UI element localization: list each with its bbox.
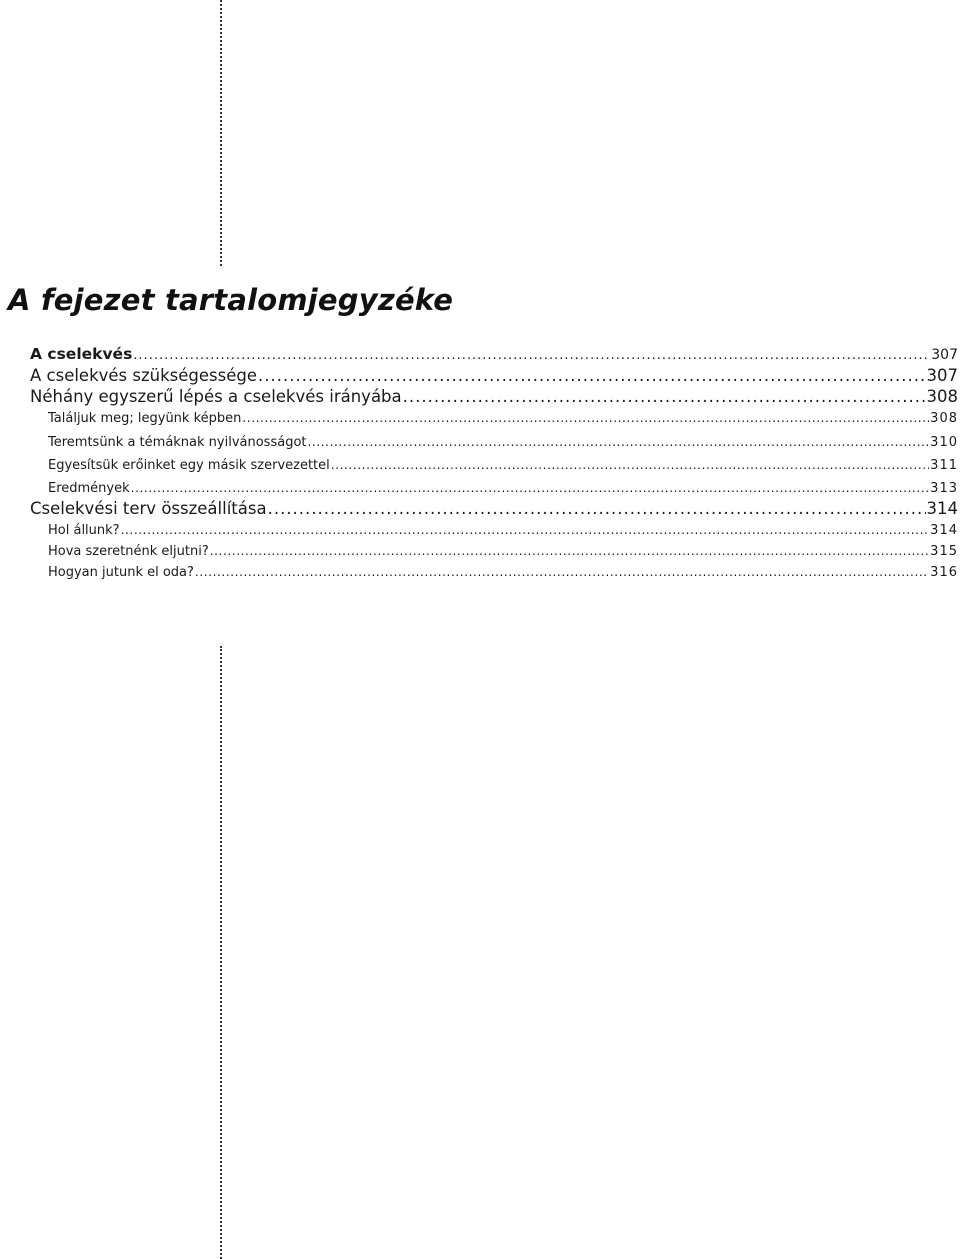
toc-entry-label: Hova szeretnénk eljutni? <box>48 543 209 559</box>
toc-entry-section[interactable] <box>30 344 958 365</box>
toc-entry-item[interactable] <box>30 562 958 583</box>
toc-page-number: 315 <box>930 543 958 559</box>
toc-page-number: 316 <box>930 564 958 580</box>
toc-entry-subsection[interactable] <box>30 365 958 386</box>
toc-entry-item[interactable] <box>30 431 958 455</box>
toc-entry-label: Néhány egyszerű lépés a cselekvés irányába <box>30 387 402 406</box>
table-of-contents <box>30 344 958 583</box>
toc-entry-item[interactable] <box>30 520 958 541</box>
toc-entry-label: Hol állunk? <box>48 522 120 538</box>
dot-leader <box>268 498 926 520</box>
dot-leader <box>121 520 930 541</box>
toc-entry-label: Eredmények <box>48 480 130 496</box>
toc-entry-label: Teremtsünk a témáknak nyilvánosságot <box>48 434 307 450</box>
dot-leader <box>258 365 925 386</box>
chapter-title: A fejezet tartalomjegyzéke <box>8 283 454 317</box>
dot-leader <box>210 541 929 562</box>
dot-leader <box>131 478 930 498</box>
toc-page-number: 308 <box>930 411 958 426</box>
dot-leader <box>403 386 926 407</box>
bottom-dotted-rule <box>220 646 222 1259</box>
toc-entry-item[interactable] <box>30 454 958 478</box>
dot-leader <box>242 407 929 431</box>
toc-page-number: 308 <box>926 387 958 406</box>
toc-page-number: 314 <box>930 522 958 538</box>
toc-page-number: 307 <box>926 366 958 385</box>
dot-leader <box>331 454 929 478</box>
toc-entry-subsection[interactable] <box>30 498 958 520</box>
toc-page-number: 310 <box>930 434 958 450</box>
top-dotted-rule <box>220 0 222 266</box>
toc-entry-subsection[interactable] <box>30 386 958 407</box>
toc-entry-label: Hogyan jutunk el oda? <box>48 564 194 580</box>
toc-entry-label: A cselekvés <box>30 345 133 363</box>
toc-entry-item[interactable] <box>30 541 958 562</box>
toc-entry-item[interactable] <box>30 478 958 498</box>
toc-page-number: 313 <box>930 480 958 496</box>
toc-page-number: 311 <box>930 458 958 473</box>
dot-leader <box>133 345 930 366</box>
toc-entry-label: A cselekvés szükségessége <box>30 366 258 385</box>
toc-entry-label: Találjuk meg; legyünk képben <box>48 411 242 426</box>
toc-page-number: 314 <box>926 498 958 518</box>
toc-entry-label: Egyesítsük erőinket egy másik szervezettel <box>48 458 330 473</box>
dot-leader <box>195 562 929 583</box>
toc-entry-label: Cselekvési terv összeállítása <box>30 498 267 518</box>
toc-page-number: 307 <box>931 347 958 363</box>
toc-entry-item[interactable] <box>30 407 958 431</box>
dot-leader <box>308 431 930 455</box>
